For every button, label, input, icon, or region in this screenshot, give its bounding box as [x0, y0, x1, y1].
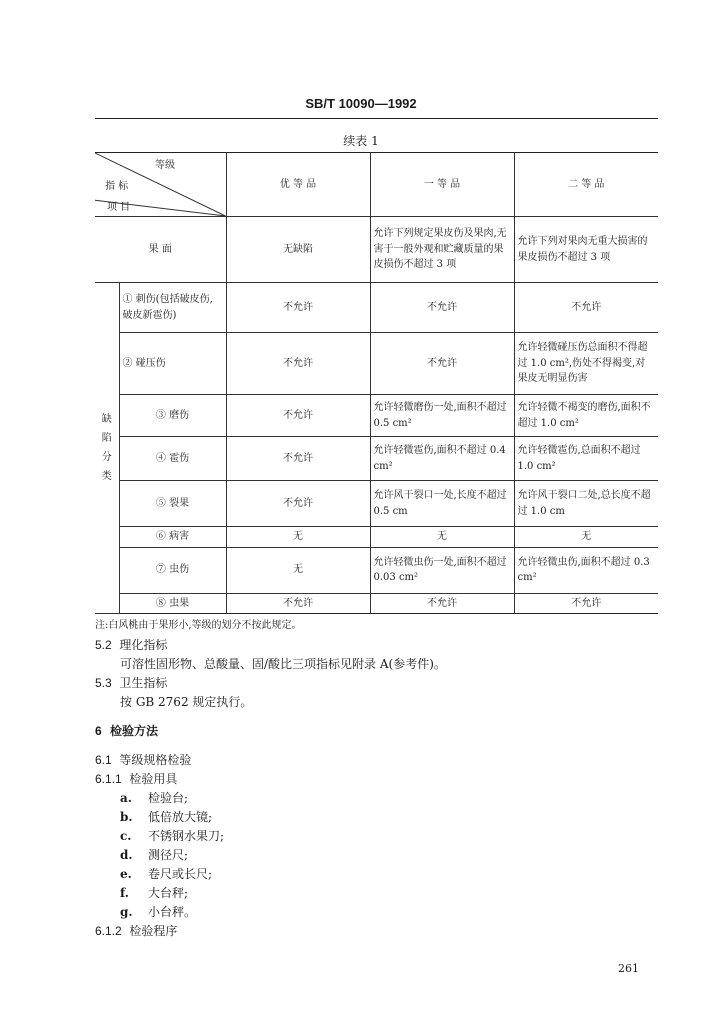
list-text: 不锈钢水果刀; — [148, 829, 225, 843]
cell-second: 允许风干裂口二处,总长度不超过 1.0 cm — [514, 481, 658, 527]
table-row — [95, 437, 658, 481]
table-row — [95, 283, 658, 333]
cell-first: 不允许 — [370, 593, 514, 614]
section-number: 6 — [95, 724, 102, 738]
header-rule — [95, 118, 658, 119]
section-title: 等级规格检验 — [119, 753, 192, 767]
section-6-1-1-heading — [95, 770, 177, 787]
section-5-2-heading — [95, 636, 167, 653]
col-header-premium: 优 等 品 — [226, 153, 370, 217]
table-row — [95, 547, 658, 593]
cell-second: 无 — [514, 527, 658, 548]
list-text: 大台秤; — [148, 886, 189, 900]
cell-first: 无 — [370, 527, 514, 548]
list-text: 卷尺或长尺; — [148, 867, 213, 881]
section-title: 检验用具 — [129, 772, 178, 786]
table-row — [95, 527, 658, 548]
section-6-1-2-heading — [95, 922, 177, 939]
cell-second: 允许轻微雹伤,总面积不超过 1.0 cm² — [514, 437, 658, 481]
cell-second: 允许下列对果肉无重大损害的果皮损伤不超过 3 项 — [514, 217, 658, 283]
defect-category-cell — [95, 283, 119, 614]
list-item — [120, 808, 212, 825]
section-title: 检验方法 — [110, 724, 159, 738]
diag-label-indicator: 指 标 — [105, 181, 129, 192]
cell-premium: 不允许 — [226, 593, 370, 614]
diagonal-header-cell — [95, 153, 226, 217]
table-caption: 续表 1 — [343, 134, 379, 148]
table-row — [95, 593, 658, 614]
category-char: 陷 — [101, 433, 112, 444]
cell-premium: 不允许 — [226, 283, 370, 333]
row-label: ③ 磨伤 — [119, 395, 226, 437]
table-row — [95, 333, 658, 395]
row-label: ④ 雹伤 — [119, 437, 226, 481]
cell-first: 允许下列规定果皮伤及果肉,无害于一般外观和贮藏质量的果皮损伤不超过 3 项 — [370, 217, 514, 283]
cell-first: 不允许 — [370, 333, 514, 395]
cell-second: 不允许 — [514, 283, 658, 333]
cell-first: 允许轻微虫伤一处,面积不超过 0.03 cm² — [370, 547, 514, 593]
diag-label-item: 项 目 — [107, 202, 131, 213]
list-item — [120, 884, 188, 901]
cell-premium: 无 — [226, 527, 370, 548]
cell-premium: 不允许 — [226, 481, 370, 527]
table-row — [95, 481, 658, 527]
section-title: 卫生指标 — [119, 676, 168, 690]
list-item — [120, 865, 212, 882]
list-letter: f. — [120, 886, 129, 900]
grade-table — [95, 152, 658, 614]
standard-code-header: SB/T 10090—1992 — [305, 96, 417, 111]
list-letter: e. — [120, 867, 132, 881]
section-number: 5.2 — [95, 638, 112, 652]
section-5-2-body: 可溶性固形物、总酸量、固/酸比三项指标见附录 A(参考件)。 — [120, 657, 446, 671]
section-number: 6.1 — [95, 753, 112, 767]
category-char: 类 — [101, 471, 112, 482]
section-title: 检验程序 — [129, 924, 178, 938]
row-label: ② 碰压伤 — [119, 333, 226, 395]
cell-second: 不允许 — [514, 593, 658, 614]
list-letter: g. — [120, 905, 133, 919]
cell-first: 允许轻微磨伤一处,面积不超过 0.5 cm² — [370, 395, 514, 437]
table-row — [95, 395, 658, 437]
row-label: ① 刺伤(包括破皮伤,破皮新雹伤) — [119, 283, 226, 333]
cell-premium: 无缺陷 — [226, 217, 370, 283]
category-char: 缺 — [101, 414, 112, 425]
list-item — [120, 903, 196, 920]
list-letter: a. — [120, 791, 132, 805]
list-item — [120, 827, 224, 844]
cell-second: 允许轻微虫伤,面积不超过 0.3 cm² — [514, 547, 658, 593]
row-label: ⑤ 裂果 — [119, 481, 226, 527]
cell-premium: 不允许 — [226, 437, 370, 481]
cell-premium: 不允许 — [226, 395, 370, 437]
category-char: 分 — [101, 452, 112, 463]
table-row — [95, 217, 658, 283]
section-number: 5.3 — [95, 676, 112, 690]
col-header-first: 一 等 品 — [370, 153, 514, 217]
cell-second: 允许轻微碰压伤总面积不得超过 1.0 cm²,伤处不得褐变,对果皮无明显伤害 — [514, 333, 658, 395]
list-item — [120, 789, 188, 806]
list-text: 测径尺; — [148, 848, 189, 862]
list-letter: b. — [120, 810, 133, 824]
section-6-1-heading — [95, 751, 191, 768]
list-item — [120, 846, 188, 863]
list-text: 小台秤。 — [148, 905, 197, 919]
cell-first: 不允许 — [370, 283, 514, 333]
list-letter: c. — [120, 829, 132, 843]
section-5-3-body: 按 GB 2762 规定执行。 — [120, 695, 253, 709]
section-number: 6.1.1 — [95, 772, 122, 786]
table-note: 注:白风桃由于果形小,等级的划分不按此规定。 — [95, 620, 302, 631]
section-5-3-heading — [95, 674, 167, 691]
section-6-heading — [95, 722, 158, 739]
row-label: 果 面 — [95, 217, 226, 283]
list-text: 检验台; — [148, 791, 189, 805]
section-number: 6.1.2 — [95, 924, 122, 938]
row-label: ⑥ 病害 — [119, 527, 226, 548]
cell-premium: 不允许 — [226, 333, 370, 395]
row-label: ⑦ 虫伤 — [119, 547, 226, 593]
diag-label-grade: 等级 — [155, 160, 175, 171]
cell-premium: 无 — [226, 547, 370, 593]
cell-first: 允许风干裂口一处,长度不超过 0.5 cm — [370, 481, 514, 527]
page-number: 261 — [618, 962, 639, 975]
cell-first: 允许轻微雹伤,面积不超过 0.4 cm² — [370, 437, 514, 481]
list-letter: d. — [120, 848, 133, 862]
row-label: ⑧ 虫果 — [119, 593, 226, 614]
cell-second: 允许轻微不褐变的磨伤,面积不超过 1.0 cm² — [514, 395, 658, 437]
section-title: 理化指标 — [119, 638, 168, 652]
col-header-second: 二 等 品 — [514, 153, 658, 217]
list-text: 低倍放大镜; — [148, 810, 213, 824]
